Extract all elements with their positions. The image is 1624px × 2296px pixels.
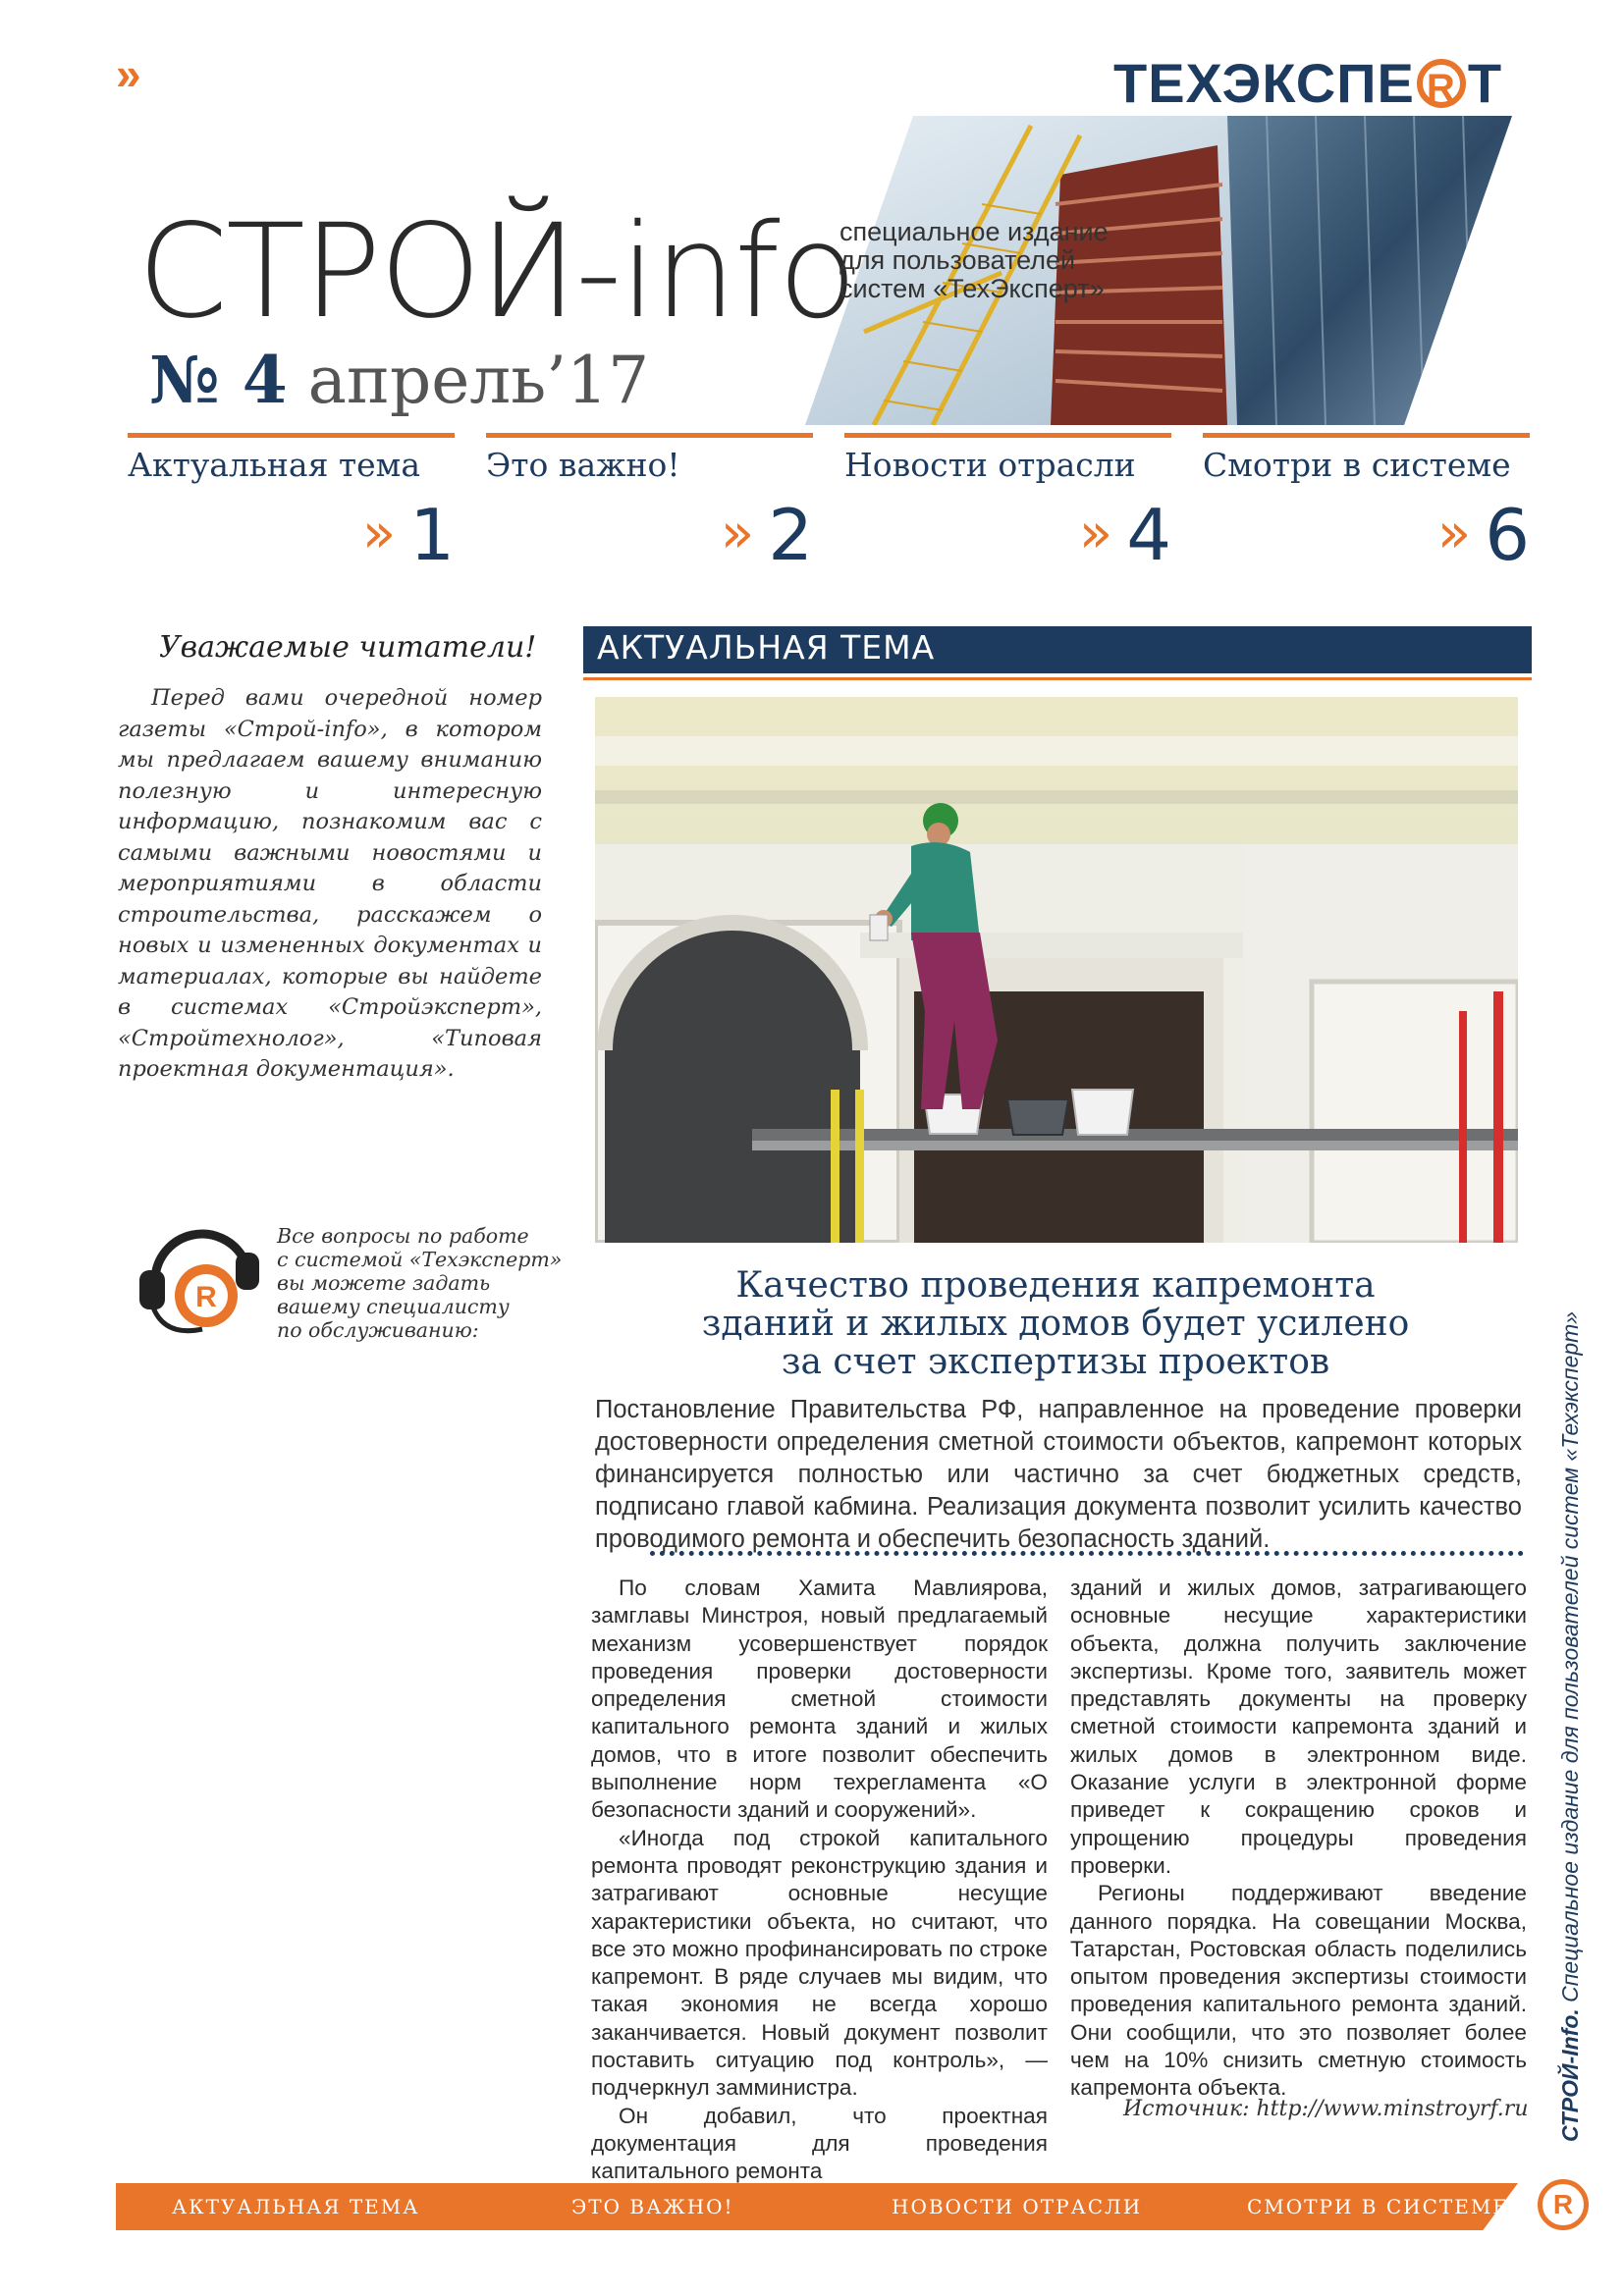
vertical-brand: СТРОЙ-Info. — [1557, 2008, 1583, 2142]
section-underline — [583, 677, 1532, 680]
footer-r-logo-icon: R — [1538, 2179, 1589, 2230]
issue-number: № 4 — [149, 342, 288, 418]
svg-text:R: R — [195, 1281, 217, 1313]
issue-date: апрель’17 — [307, 343, 650, 418]
article-paragraph: «Иногда под строкой капитального ремонта проводят реконструкцию здания и затрагивают основные несущие характеристики объекта, но считают, что все это можно профинансировать по строке капремонт. В ряде случаев мы видим, что такая экономия не всегда хорошо заканчивается. Новый документ позволит поставить ситуацию под контроль», — подчеркнул замминистра. — [591, 1825, 1048, 2101]
footer-link-actual-topic[interactable]: АКТУАЛЬНАЯ ТЕМА — [172, 2195, 420, 2218]
magazine-subtitle — [839, 218, 1109, 303]
article-headline — [628, 1266, 1483, 1381]
support-line: по обслуживанию: — [277, 1318, 479, 1342]
logo-r-icon: R — [1417, 59, 1466, 108]
article-paragraph: Он добавил, что проектная документация для проведения капитального ремонта — [591, 2103, 1048, 2184]
nav-page-number: » 6 — [1436, 494, 1530, 576]
logo-text-right: Т — [1467, 52, 1503, 114]
magazine-title: СТРОЙ-info — [137, 196, 856, 347]
corner-chevron-mark: » — [116, 48, 141, 99]
nav-bar — [486, 433, 813, 438]
facade-worker-photo — [595, 697, 1518, 1243]
support-line: с системой «Техэксперт» — [277, 1248, 563, 1271]
support-text — [277, 1224, 562, 1342]
chevron-right-icon: » — [361, 502, 397, 565]
issue-line — [149, 342, 649, 418]
support-line: вы можете задать — [277, 1271, 491, 1295]
footer-link-important[interactable]: ЭТО ВАЖНО! — [571, 2195, 734, 2218]
nav-bar — [844, 433, 1171, 438]
intro-text — [118, 683, 542, 1086]
intro-paragraph: Перед вами очередной номер газеты «Строй-info», в котором мы предлагаем вашему вниманию полезную и интересную информацию, познакомим вас с самыми важными новостями и мероприятиями в области строительства, расскажем о новых и измененных документах и материалах, которые вы найдете в системах «Стройэксперт», «Стройтехнолог», «Типовая проектная документация». — [118, 685, 542, 1082]
support-line: вашему специалисту — [277, 1295, 510, 1318]
nav-page-number: » 2 — [720, 494, 813, 576]
logo-text-left: ТЕХЭКСПЕ — [1113, 52, 1415, 114]
footer-link-industry-news[interactable]: НОВОСТИ ОТРАСЛИ — [892, 2195, 1143, 2218]
nav-page-number: » 4 — [1078, 494, 1171, 576]
subtitle-line: систем «ТехЭксперт» — [839, 274, 1105, 303]
nav-item-see-in-system[interactable] — [1203, 433, 1530, 576]
chevron-right-icon: » — [720, 502, 755, 565]
section-header — [583, 626, 1532, 673]
support-line: Все вопросы по работе — [277, 1224, 529, 1248]
article-column-left — [591, 1575, 1048, 2186]
headline-line: зданий и жилых домов будет усилено — [701, 1304, 1410, 1344]
nav-label: Актуальная тема — [128, 446, 420, 484]
nav-item-industry-news[interactable] — [844, 433, 1171, 576]
texexpert-logo[interactable] — [1113, 51, 1502, 115]
chevron-right-icon: » — [1436, 502, 1472, 565]
nav-label: Новости отрасли — [844, 446, 1136, 484]
article-source[interactable]: Источник: http://www.minstroyrf.ru — [1123, 2097, 1529, 2121]
nav-item-important[interactable] — [486, 433, 813, 576]
section-title: АКТУАЛЬНАЯ ТЕМА — [597, 628, 936, 667]
article-paragraph: зданий и жилых домов, затрагивающего основные несущие характеристики объекта, должна получить заключение экспертизы. Кроме того, заявитель может представлять документы на проверку сметной стоимости капремонта зданий и жилых домов в электронном виде. Оказание услуги в электронной форме приведет к сокращению сроков и упрощению процедуры проведения проверки. — [1070, 1575, 1527, 1878]
article-column-right — [1070, 1575, 1527, 2103]
nav-item-actual-topic[interactable] — [128, 433, 455, 576]
headline-line: за счет экспертизы проектов — [781, 1342, 1330, 1382]
headline-line: Качество проведения капремонта — [735, 1265, 1376, 1306]
nav-label: Это важно! — [486, 446, 680, 484]
headset-support-icon — [126, 1209, 273, 1347]
vertical-caption-text: Специальное издание для пользователей систем «Техэксперт» — [1557, 1310, 1583, 2009]
dotted-divider — [650, 1551, 1524, 1560]
nav-page-number: » 1 — [361, 494, 455, 576]
subtitle-line: специальное издание — [839, 217, 1109, 246]
vertical-caption — [1557, 1311, 1584, 2142]
article-paragraph: Регионы поддерживают введение данного порядка. На совещании Москва, Татарстан, Ростовская область поделились опытом проведения экспертизы стоимости проведения капитального ремонта зданий. Они сообщили, что это позволяет более чем на 10% снизить сметную стоимость капремонта объекта. — [1070, 1881, 1527, 2101]
nav-bar — [1203, 433, 1530, 438]
chevron-right-icon: » — [1078, 502, 1113, 565]
article-paragraph: По словам Хамита Мавлиярова, замглавы Минстроя, новый предлагаемый механизм усовершенствует порядок проведения проверки достоверности определения сметной стоимости капитального ремонта зданий и жилых домов, что в итоге позволит обеспечить выполнение норм техрегламента «О безопасности зданий и сооружений». — [591, 1575, 1048, 1823]
nav-bar — [128, 433, 455, 438]
intro-greeting: Уважаемые читатели! — [159, 630, 537, 665]
subtitle-line: для пользователей — [839, 245, 1076, 275]
footer-link-see-in-system[interactable]: СМОТРИ В СИСТЕМЕ — [1247, 2195, 1509, 2218]
article-lead: Постановление Правительства РФ, направленное на проведение проверки достоверности определения сметной стоимости объектов, капремонт которых финансируется полностью или частично за счет бюджетных средств, подписано главой кабмина. Реализация документа позволит усилить качество проводимого ремонта и обеспечить безопасность зданий. — [595, 1396, 1522, 1553]
nav-label: Смотри в системе — [1203, 446, 1511, 484]
